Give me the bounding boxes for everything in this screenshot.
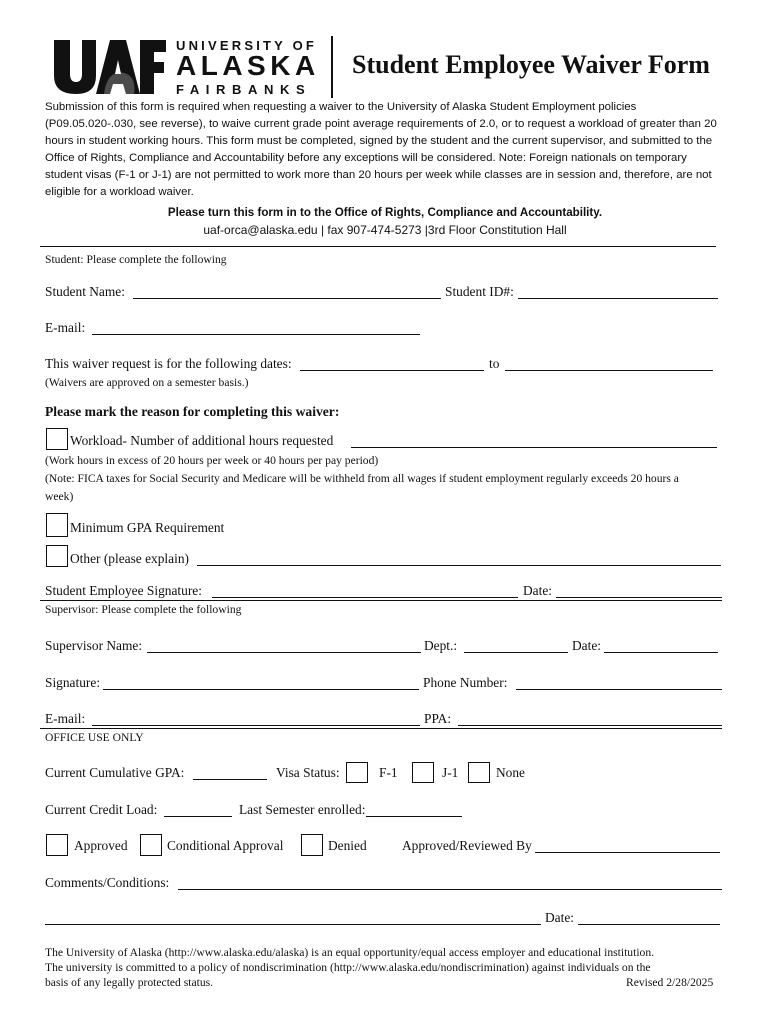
footer-eeo-line1: The University of Alaska (http://www.alaska.edu/alaska) is an equal opportunity/equal access employer and educational institution. — [45, 946, 655, 959]
student-date-label: Date: — [523, 583, 552, 598]
workload-label: Workload- Number of additional hours requested — [70, 433, 334, 448]
other-checkbox[interactable] — [46, 545, 68, 567]
ppa-field[interactable] — [458, 725, 722, 726]
logo-university-of: UNIVERSITY OF — [176, 38, 318, 53]
supervisor-email-label: E-mail: — [45, 711, 86, 726]
supervisor-date-label: Date: — [572, 638, 601, 653]
ppa-label: PPA: — [424, 711, 452, 726]
cumulative-gpa-label: Current Cumulative GPA: — [45, 765, 185, 780]
uaf-logo — [52, 38, 327, 98]
reason-heading: Please mark the reason for completing this waiver: — [45, 404, 340, 419]
dept-field[interactable] — [464, 652, 568, 653]
supervisor-email-field[interactable] — [92, 725, 420, 726]
workload-hours-field[interactable] — [351, 447, 717, 448]
section-divider — [40, 246, 716, 247]
reviewed-by-field[interactable] — [535, 852, 720, 853]
visa-f1-checkbox[interactable] — [346, 762, 368, 783]
credit-load-field[interactable] — [164, 816, 232, 817]
phone-label: Phone Number: — [423, 675, 508, 690]
approved-checkbox[interactable] — [46, 834, 68, 856]
semester-note: (Waivers are approved on a semester basis.) — [45, 376, 249, 389]
uaf-logo-mark-icon — [52, 38, 168, 96]
footer-eeo-line2: The university is committed to a policy of nondiscrimination (http://www.alaska.edu/nondiscrimination) against individuals on the — [45, 961, 651, 974]
student-section-bottom-rule — [40, 600, 722, 601]
last-semester-field[interactable] — [366, 816, 462, 817]
approved-label: Approved — [74, 838, 128, 853]
student-email-field[interactable] — [92, 334, 420, 335]
student-section-header: Student: Please complete the following — [45, 253, 227, 266]
visa-status-label: Visa Status: — [276, 765, 340, 780]
student-id-label: Student ID#: — [445, 284, 514, 299]
supervisor-section-header: Supervisor: Please complete the following — [45, 603, 242, 616]
form-title: Student Employee Waiver Form — [352, 50, 710, 79]
office-date-field[interactable] — [578, 924, 720, 925]
reviewed-by-label: Approved/Reviewed By — [402, 838, 532, 853]
gpa-label: Minimum GPA Requirement — [70, 520, 225, 535]
student-name-label: Student Name: — [45, 284, 125, 299]
denied-checkbox[interactable] — [301, 834, 323, 856]
cumulative-gpa-field[interactable] — [193, 779, 267, 780]
supervisor-name-field[interactable] — [147, 652, 421, 653]
conditional-approval-checkbox[interactable] — [140, 834, 162, 856]
fica-note: (Note: FICA taxes for Social Security and Medicare will be withheld from all wages if student employment regularly exceeds 20 hours a — [45, 472, 679, 485]
comments-field[interactable] — [178, 889, 722, 890]
supervisor-name-label: Supervisor Name: — [45, 638, 143, 653]
intro-paragraph: Submission of this form is required when requesting a waiver to the University of Alaska Student Employment policies (P09.05.020-.030, see reverse), to waive current grade point average requirements of 2.0, or to request a workload of greater than 20 hours in student working hours. This form must be completed, signed by the student and the current supervisor, and submitted to the Office of Rights, Compliance and Accountability before any exceptions will be considered. Note: Foreign nationals on temporary student visas (F-1 or J-1) are not permitted to work more than 20 hours per week while classes are in session and, therefore, are not eligible for a workload waiver. — [45, 101, 717, 198]
turn-in-instruction: Please turn this form in to the Office of Rights, Compliance and Accountability. — [167, 206, 603, 219]
visa-none-label: None — [496, 765, 526, 780]
office-date-label: Date: — [545, 910, 574, 925]
visa-none-checkbox[interactable] — [468, 762, 490, 783]
supervisor-date-field[interactable] — [604, 652, 718, 653]
other-explain-field[interactable] — [197, 565, 721, 566]
logo-divider — [331, 36, 333, 98]
fica-note-continued: week) — [45, 490, 74, 503]
office-use-header: OFFICE USE ONLY — [45, 731, 144, 744]
comments-label: Comments/Conditions: — [45, 875, 170, 890]
dates-label: This waiver request is for the following dates: — [45, 356, 292, 371]
visa-j1-label: J-1 — [442, 765, 459, 780]
end-date-field[interactable] — [505, 370, 713, 371]
phone-field[interactable] — [516, 689, 722, 690]
last-semester-label: Last Semester enrolled: — [239, 802, 366, 817]
conditional-approval-label: Conditional Approval — [167, 838, 284, 853]
supervisor-section-bottom-rule — [40, 728, 722, 729]
revision-date: Revised 2/28/2025 — [626, 976, 714, 989]
gpa-checkbox[interactable] — [46, 513, 68, 537]
other-label: Other (please explain) — [70, 551, 189, 566]
workload-checkbox[interactable] — [46, 428, 68, 450]
dates-to-label: to — [489, 356, 500, 371]
visa-j1-checkbox[interactable] — [412, 762, 434, 783]
start-date-field[interactable] — [300, 370, 484, 371]
student-date-field[interactable] — [556, 597, 722, 598]
supervisor-signature-label: Signature: — [45, 675, 101, 690]
contact-info: uaf-orca@alaska.edu | fax 907-474-5273 |3rd Floor Constitution Hall — [203, 223, 567, 237]
logo-fairbanks: FAIRBANKS — [176, 82, 312, 97]
footer-eeo-line3: basis of any legally protected status. — [45, 976, 214, 989]
student-signature-field[interactable] — [212, 597, 518, 598]
denied-label: Denied — [328, 838, 367, 853]
workload-note: (Work hours in excess of 20 hours per week or 40 hours per pay period) — [45, 454, 379, 467]
credit-load-label: Current Credit Load: — [45, 802, 158, 817]
supervisor-signature-field[interactable] — [103, 689, 419, 690]
student-name-field[interactable] — [133, 298, 441, 299]
comments-continued-field[interactable] — [45, 924, 541, 925]
student-signature-label: Student Employee Signature: — [45, 583, 202, 598]
student-id-field[interactable] — [518, 298, 718, 299]
student-email-label: E-mail: — [45, 320, 86, 335]
dept-label: Dept.: — [424, 638, 458, 653]
logo-alaska: ALASKA — [176, 50, 320, 81]
visa-f1-label: F-1 — [379, 765, 398, 780]
